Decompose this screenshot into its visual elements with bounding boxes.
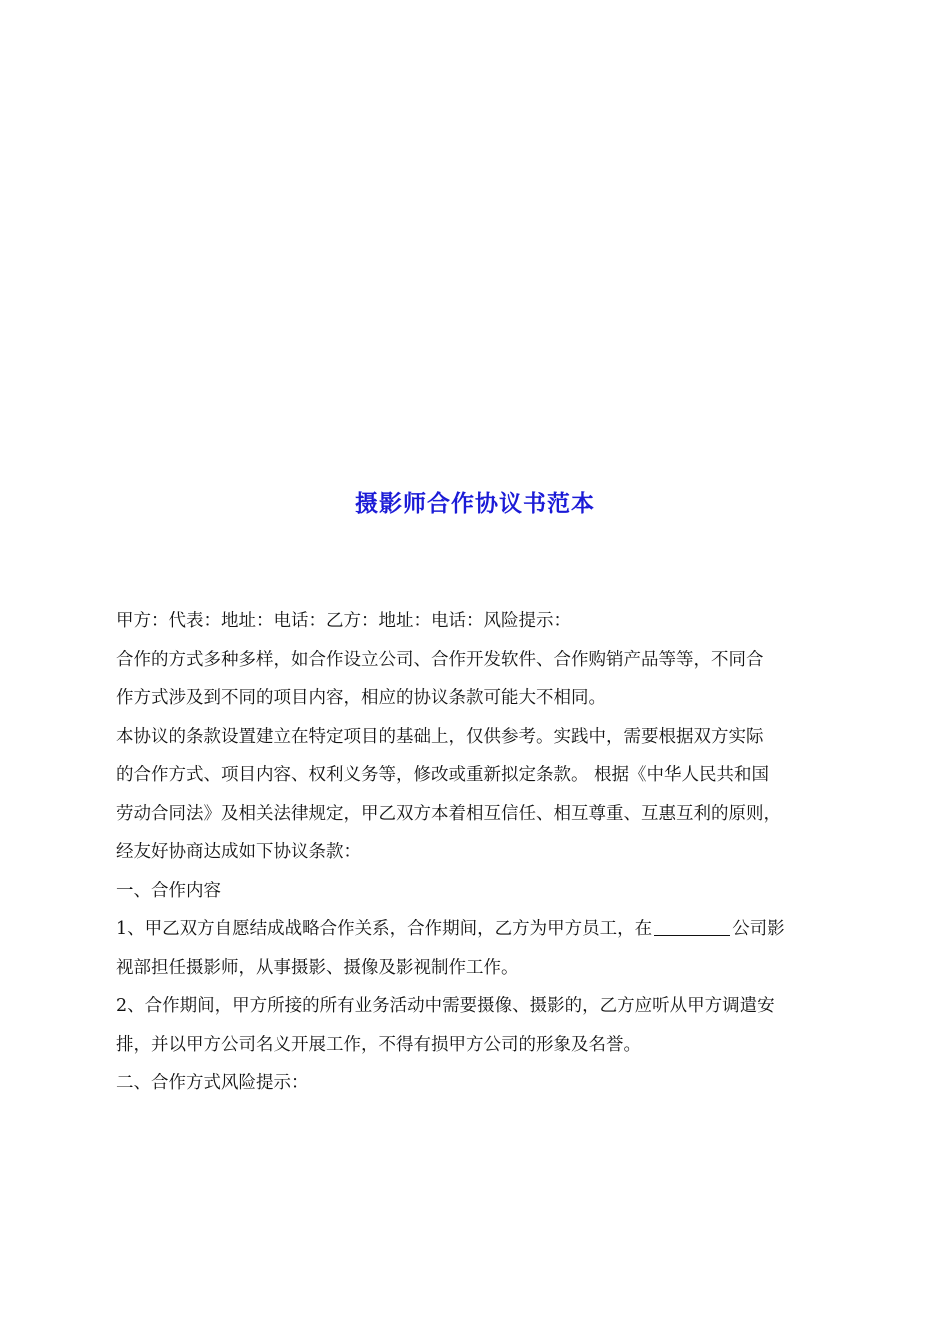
- clause-text-before-blank: 1、甲乙双方自愿结成战略合作关系，合作期间，乙方为甲方员工，在: [116, 919, 653, 939]
- paragraph-line: 经友好协商达成如下协议条款：: [116, 842, 361, 862]
- clause-line: [116, 910, 856, 949]
- section-heading: 二、合作方式风险提示：: [116, 1073, 309, 1093]
- fill-in-blank: [654, 917, 730, 936]
- paragraph-line: 合作的方式多种多样，如合作设立公司、合作开发软件、合作购销产品等等，不同合: [116, 649, 764, 670]
- paragraph-line: 视部担任摄影师，从事摄影、摄像及影视制作工作。: [116, 957, 519, 978]
- document-title: 摄影师合作协议书范本: [355, 490, 595, 517]
- paragraph-line: 2、合作期间，甲方所接的所有业务活动中需要摄像、摄影的，乙方应听从甲方调遣安: [116, 996, 775, 1016]
- paragraph-line: 劳动合同法》及相关法律规定，甲乙双方本着相互信任、相互尊重、互惠互利的原则，: [116, 803, 781, 824]
- paragraph-line: 的合作方式、项目内容、权利义务等，修改或重新拟定条款。 根据《中华人民共和国: [116, 765, 770, 785]
- clause-text-after-blank: 公司影: [732, 919, 785, 939]
- paragraph-line: 作方式涉及到不同的项目内容，相应的协议条款可能大不相同。: [116, 688, 606, 708]
- paragraph-line: 本协议的条款设置建立在特定项目的基础上，仅供参考。实践中，需要根据双方实际: [116, 726, 764, 747]
- document-body: [116, 602, 856, 1103]
- section-heading: 一、合作内容: [116, 880, 221, 901]
- paragraph-line: 排，并以甲方公司名义开展工作，不得有损甲方公司的形象及名誉。: [116, 1034, 641, 1055]
- paragraph-line: 甲方：代表：地址：电话：乙方：地址：电话：风险提示：: [116, 611, 571, 631]
